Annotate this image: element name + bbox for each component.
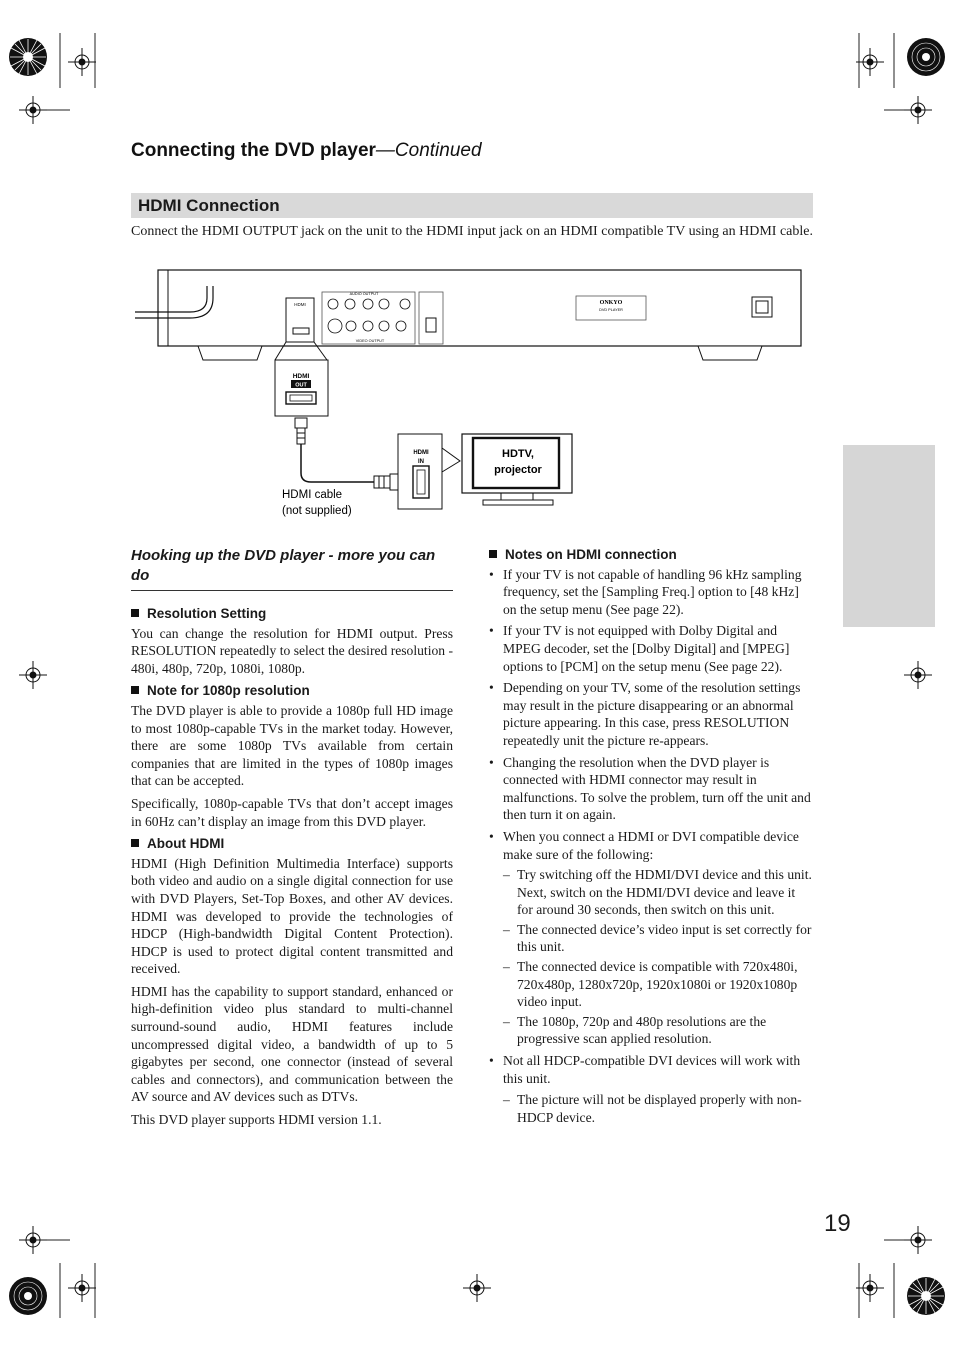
- hdmi-out-badge: OUT: [295, 382, 307, 389]
- about-hdmi-heading: About HDMI: [131, 835, 453, 853]
- header-title: Connecting the DVD player: [131, 140, 376, 161]
- square-bullet-icon: [489, 550, 497, 558]
- notes-list: [489, 566, 813, 1088]
- left-subhead: Hooking up the DVD player - more you can do: [131, 547, 436, 584]
- cable-label-line2: (not supplied): [282, 505, 352, 517]
- square-bullet-icon: [131, 686, 139, 694]
- left-column: [131, 546, 453, 1134]
- sub-list: [503, 866, 813, 1048]
- audio-output-label: AUDIO OUTPUT: [349, 292, 379, 296]
- side-tab: [843, 445, 935, 627]
- sub-list-item: – The 1080p, 720p and 480p resolutions are the progressive scan applied resolution.: [503, 1013, 813, 1048]
- note-1080p-text-1: The DVD player is able to provide a 1080p full HD image to most 1080p-capable TVs in the market today. However, there are some 1080p TVs available from certain companies that are limited in the types of 1080p images that can be accepted.: [131, 702, 453, 789]
- sub-list-item: – The connected device’s video input is set correctly for this unit.: [503, 921, 813, 956]
- video-output-label: VIDEO OUTPUT: [355, 339, 385, 343]
- note-1080p-text-2: Specifically, 1080p-capable TVs that don’t accept images in 60Hz can’t display an image from this DVD player.: [131, 795, 453, 829]
- player-foot-right: [698, 346, 762, 360]
- intro-text: Connect the HDMI OUTPUT jack on the unit to the HDMI input jack on an HDMI compatible TV using an HDMI cable.: [131, 224, 813, 239]
- tv-label-line1: HDTV,: [502, 448, 534, 460]
- player-foot-left: [198, 346, 262, 360]
- right-column: [489, 546, 813, 1128]
- about-hdmi-text-1: HDMI (High Definition Multimedia Interface) supports both video and audio on a single digital connection for use with DVD Players, Set-Top Boxes, and other AV devices. HDMI was developed to provide the technologies of HDCP (High-bandwidth Digital Content Protection). HDCP is used to protect digital content transmitted and received.: [131, 855, 453, 977]
- brand-label: ONKYO: [599, 300, 623, 306]
- page-number: 19: [824, 1210, 851, 1237]
- hdmi-in-badge: IN: [418, 459, 424, 465]
- tv-label-line2: projector: [494, 464, 542, 476]
- list-item: • If your TV is not capable of handling 96 kHz sampling frequency, set the [Sampling Freq.] option to [48 kHz] on the setup menu (See page 22).: [489, 566, 813, 619]
- note-1080p-heading: Note for 1080p resolution: [131, 682, 453, 700]
- list-item: • Not all HDCP-compatible DVI devices will work with this unit.: [489, 1052, 813, 1087]
- subhead-rule: [131, 590, 453, 591]
- resolution-heading: Resolution Setting: [131, 605, 453, 623]
- panel-hdmi-label: HDMI: [294, 302, 306, 307]
- hdmi-cable: [301, 444, 374, 482]
- resolution-text: You can change the resolution for HDMI output. Press RESOLUTION repeatedly to select the desired resolution - 480i, 480p, 720p, 1080i, 1080p.: [131, 625, 454, 676]
- cable-label-line1: HDMI cable: [282, 489, 343, 501]
- section-title: HDMI Connection: [138, 196, 280, 215]
- square-bullet-icon: [131, 609, 139, 617]
- dvd-player-rear-panel: [158, 270, 801, 346]
- list-item: • If your TV is not equipped with Dolby Digital and MPEG decoder, set the [Dolby Digital] and [MPEG] options to [PCM] on the setup menu (See page 22).: [489, 622, 813, 675]
- square-bullet-icon: [131, 839, 139, 847]
- hdmi-connection-diagram: [135, 268, 815, 523]
- sub-list: [503, 1091, 813, 1126]
- sunburst-mark-bottom-right: [906, 1276, 946, 1316]
- hdmi-in-label: HDMI: [413, 450, 429, 456]
- header-continued: —Continued: [375, 140, 482, 161]
- sunburst-mark-top-left: [8, 37, 48, 77]
- hdmi-out-label: HDMI: [292, 373, 310, 380]
- about-hdmi-text-3: This DVD player supports HDMI version 1.1.: [131, 1112, 382, 1128]
- sub-list-item: – The picture will not be displayed properly with non-HDCP device.: [503, 1091, 813, 1126]
- notes-heading: Notes on HDMI connection: [489, 546, 813, 564]
- about-hdmi-text-2: HDMI has the capability to support standard, enhanced or high-definition video plus standard to multi-channel surround-sound audio, HDMI features include uncompressed digital video, a bandwidth of up to 5 gigabytes per second, one connector (instead of several cables and connectors), and communication between the AV source and AV devices such as DTVs.: [131, 983, 453, 1105]
- list-item: • Changing the resolution when the DVD player is connected with HDMI connector may result in malfunctions. To solve the problem, turn off the unit and then turn it on again.: [489, 754, 813, 824]
- sunburst-mark-top-right: [906, 37, 946, 77]
- model-label: DVD PLAYER: [599, 308, 623, 312]
- sunburst-mark-bottom-left: [8, 1276, 48, 1316]
- sub-list-item: – Try switching off the HDMI/DVI device and this unit. Next, switch on the HDMI/DVI device and leave it for around 30 seconds, then switch on this unit.: [503, 866, 813, 919]
- hdmi-cable-plug-top: [295, 418, 307, 428]
- page-header: [131, 140, 482, 162]
- list-item: • Depending on your TV, some of the resolution settings may result in the picture disappearing or an abnormal picture appearing. In this case, press RESOLUTION repeatedly unit the picture re-appears.: [489, 679, 813, 749]
- sub-list-item: – The connected device is compatible with 720x480i, 720x480p, 1280x720p, 1920x1080i or 1920x1080p video input.: [503, 958, 813, 1011]
- list-item: • When you connect a HDMI or DVI compatible device make sure of the following: – Try switching off the HDMI/DVI device and this unit. Next, switch on the HDMI/DVI device and leave it for around 30 seconds, then switch on this unit. – The connected device’s video input is set correctly for this unit. – The connected device is compatible with 720x480i, 720x480p, 1280x720p, 1920x1080i or 1920x1080p video input. – The 1080p, 720p and 480p resolutions are the progressive scan applied resolution.: [489, 828, 813, 1048]
